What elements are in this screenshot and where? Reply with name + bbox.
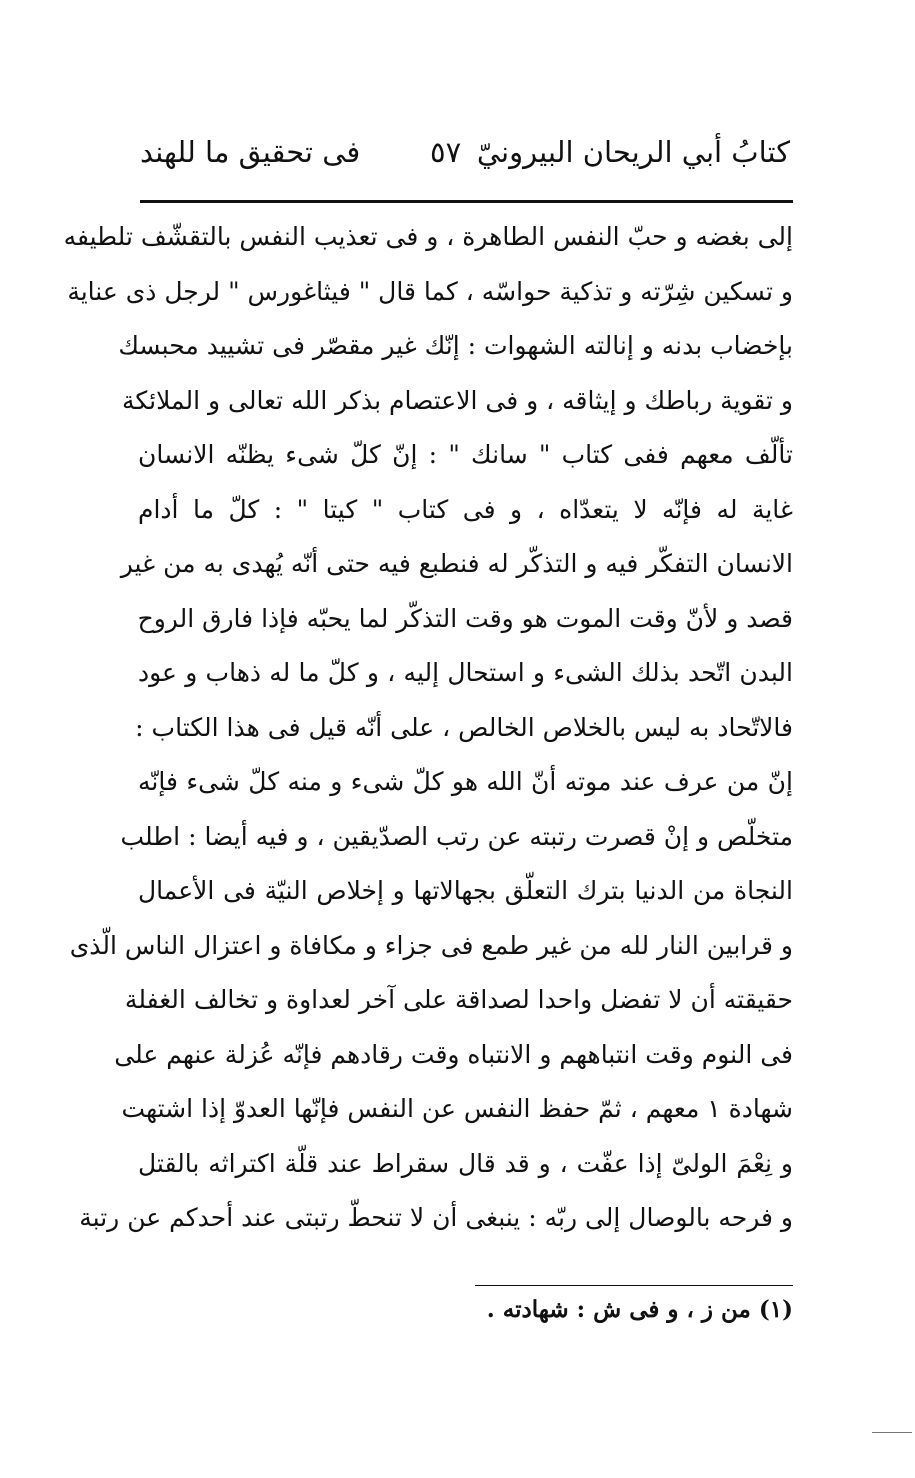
- text-line: بإخضاب بدنه و إنالته الشهوات : إنّك غير مقصّر فى تشييد محبسك: [118, 331, 793, 360]
- text-line: و تقوية رباطك و إيثاقه ، و فى الاعتصام بذكر الله تعالى و الملائكة: [121, 385, 793, 415]
- section-title: فى تحقيق ما للهند: [140, 135, 361, 169]
- text-line: غاية له فإنّه لا يتعدّاه ، و فى كتاب " كيتا " : كلّ ما أدام: [138, 494, 793, 524]
- text-line: الانسان التفكّر فيه و التذكّر له فنطبع فيه حتى أنّه يُهدى به من غير: [120, 549, 793, 578]
- text-line: فالاتّحاد به ليس بالخلاص الخالص ، على أنّه قيل فى هذا الكتاب :: [135, 712, 793, 742]
- text-line: متخلّص و إنْ قصرت رتبته عن رتب الصدّيقين ، و فيه أيضا : اطلب: [120, 821, 793, 851]
- text-line: و قرابين النار لله من غير طمع فى جزاء و مكافاة و اعتزال الناس الّذى: [69, 930, 793, 960]
- footnote: (١) من ز ، و فى ش : شهادته .: [486, 1296, 793, 1323]
- text-line: فى النوم وقت انتباههم و الانتباه وقت رقادهم فإنّه عُزلة عنهم على: [114, 1039, 793, 1069]
- running-head: [140, 135, 790, 185]
- header-divider: [140, 200, 793, 203]
- text-line: تألّف معهم ففى كتاب " سانك " : إنّ كلّ شىء يظنّه الانسان: [138, 440, 793, 469]
- body-text: [63, 210, 793, 1246]
- text-line: إنّ من عرف عند موته أنّ الله هو كلّ شىء و منه كلّ شىء فإنّه: [138, 767, 793, 796]
- text-line: و نِعْمَ الولىّ إذا عفّت ، و قد قال سقراط عند قلّة اكتراثه بالقتل: [138, 1148, 793, 1178]
- margin-mark: [872, 1432, 912, 1433]
- text-line: البدن اتّحد بذلك الشىء و استحال إليه ، و كلّ ما له ذهاب و عود: [138, 658, 793, 687]
- text-line: قصد و لأنّ وقت الموت هو وقت التذكّر لما يحبّه فإذا فارق الروح: [137, 603, 793, 633]
- text-line: و تسكين شِرّته و تذكية حواسّه ، كما قال " فيثاغورس " لرجل ذى عناية: [67, 276, 793, 306]
- page-number: ٥٧: [430, 135, 462, 169]
- text-line: و فرحه بالوصال إلى ربّه : ينبغى أن لا تنحطّ رتبتى عند أحدكم عن رتبة: [79, 1203, 793, 1232]
- footnote-divider: [475, 1285, 793, 1286]
- text-line: حقيقته أن لا تفضل واحدا لصداقة على آخر لعداوة و تخالف الغفلة: [124, 985, 793, 1014]
- text-line: النجاة من الدنيا بترك التعلّق بجهالاتها و إخلاص النيّة فى الأعمال: [138, 876, 793, 905]
- book-title: كتابُ أبي الريحان البيرونيّ: [476, 135, 790, 169]
- text-line: شهادة ١ معهم ، ثمّ حفظ النفس عن النفس فإنّها العدوّ إذا اشتهت: [121, 1094, 793, 1123]
- text-line: إلى بغضه و حبّ النفس الطاهرة ، و فى تعذيب النفس بالتقشّف تلطيفه: [63, 222, 793, 251]
